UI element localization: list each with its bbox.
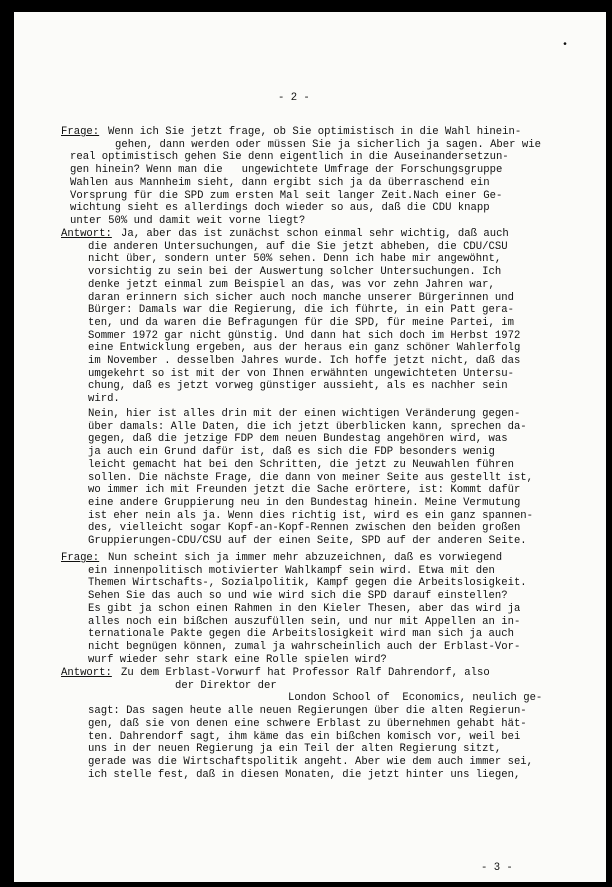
page-number-top: - 2 - <box>278 92 310 104</box>
speaker-label: Antwort: <box>61 667 112 679</box>
text-line: leicht gemacht hat bei den Schritten, die jetzt zu Neuwahlen führen <box>88 458 514 471</box>
text-line: ein innenpolitisch motivierter Wahlkampf sein wird. Etwa mit den <box>88 564 495 577</box>
text-line: der Direktor der <box>175 679 277 692</box>
text-line: wurf wieder sehr stark eine Rolle spielen wird? <box>88 653 387 666</box>
text-line: ja auch ein Grund dafür ist, daß es sich die FDP besonders wenig <box>88 446 495 459</box>
text-line: alles noch ein bißchen auszufüllen sein, und nur mit Appellen an in- <box>88 615 521 628</box>
text-line: wichtung sieht es allerdings doch wieder so aus, daß die CDU knapp <box>70 202 490 215</box>
text-line: uns in der neuen Regierung ja ein Teil der alten Regierung sitzt, <box>88 743 502 756</box>
text-line: chung, daß es jetzt vorweg günstiger aussieht, als es nachher sein <box>88 380 508 393</box>
text-line: denke jetzt einmal zum Beispiel an das, was vor zehn Jahren war, <box>88 278 495 291</box>
text-line: ternationale Pakte gegen die Arbeitslosigkeit wird man sich ja auch <box>88 628 514 641</box>
speaker-label: Frage: <box>61 126 100 138</box>
text-line: ist eher nein als ja. Wenn dies richtig ist, wird es ein ganz spannen- <box>88 509 534 522</box>
text-line: London School of Economics, neulich ge- <box>288 692 543 705</box>
text-line: gen hinein? Wenn man die ungewichtete Umfrage der Forschungsgruppe <box>70 164 503 177</box>
text-line: Bürger: Damals war die Regierung, die ich führte, in ein Patt gera- <box>88 304 514 317</box>
text-line: Themen Wirtschafts-, Sozialpolitik, Kampf gegen die Arbeitslosigkeit. <box>88 577 527 590</box>
speaker-label: Antwort: <box>61 228 112 240</box>
text-line: ten. Dahrendorf sagt, ihm käme das ein bißchen komisch vor, weil bei <box>88 730 521 743</box>
text-line: Nein, hier ist alles drin mit der einen wichtigen Veränderung gegen- <box>88 408 521 420</box>
text-line: Vorsprung für die SPD zum ersten Mal seit langer Zeit.Nach einer Ge- <box>70 189 503 202</box>
text-line: Ja, aber das ist zunächst schon einmal sehr wichtig, daß auch <box>121 228 509 240</box>
text-line: Wenn ich Sie jetzt frage, ob Sie optimistisch in die Wahl hinein- <box>108 126 522 138</box>
text-line: eine andere Gruppierung neu in den Bundestag hinein. Meine Vermutung <box>88 496 521 509</box>
text-line: Sommer 1972 gar nicht günstig. Und dann hat sich doch im Herbst 1972 <box>88 329 521 342</box>
text-line: über damals: Alle Daten, die ich jetzt überblicken kann, sprechen da- <box>88 420 527 433</box>
corner-mark: • <box>562 40 569 51</box>
text-line: gen, daß sie von denen eine schwere Erblast zu übernehmen gehabt hät- <box>88 717 527 730</box>
text-line: Wahlen aus Mannheim sieht, dann ergibt sich ja da überraschend ein <box>70 176 490 189</box>
text-line: sollen. Die nächste Frage, die dann von meiner Seite aus gestellt ist, <box>88 471 534 484</box>
text-line: sagt: Das sagen heute alle neuen Regierungen über die alten Regierun- <box>88 705 527 718</box>
text-line: ich stelle fest, daß in diesen Monaten, die jetzt hinter uns liegen, <box>88 768 521 781</box>
text-line: Zu dem Erblast-Vorwurf hat Professor Ralf Dahrendorf, also <box>121 667 490 679</box>
text-line: eine Entwicklung ergeben, aus der heraus ein ganz schöner Wahlerfolg <box>88 342 521 355</box>
text-line: nicht begnügen können, zumal ja wahrscheinlich auch der Erblast-Vor- <box>88 640 521 653</box>
text-line: im November . desselben Jahres wurde. Ich hoffe jetzt nicht, daß das <box>88 355 521 367</box>
text-line: Sehen Sie das auch so und wie wird sich die SPD darauf einstellen? <box>88 590 508 603</box>
text-line: real optimistisch gehen Sie denn eigentlich in die Auseinandersetzun- <box>70 151 509 164</box>
text-line: ten, und da waren die Befragungen für die SPD, für meine Partei, im <box>88 316 514 329</box>
text-line: wird. <box>88 393 120 406</box>
text-line: umgekehrt so ist mit der von Ihnen erwähnten ungewichteten Untersu- <box>88 367 514 380</box>
text-line: des, vielleicht sogar Kopf-an-Kopf-Rennen zwischen den beiden großen <box>88 522 521 535</box>
text-line: unter 50% und damit weit vorne liegt? <box>70 214 306 227</box>
text-line: nicht über, sondern unter 50% sehen. Denn ich habe mir angewöhnt, <box>88 253 502 266</box>
text-line: Gruppierungen-CDU/CSU auf der einen Seite, SPD auf der anderen Seite. <box>88 535 527 547</box>
text-line: wo immer ich mit Freunden jetzt die Sache erörtere, ist: Kommt dafür <box>88 484 521 497</box>
text-line: Es gibt ja schon einen Rahmen in den Kieler Thesen, aber das wird ja <box>88 602 521 615</box>
text-line: vorsichtig zu sein bei der Auswertung solcher Untersuchungen. Ich <box>88 266 502 279</box>
text-line: gerade was die Wirtschaftspolitik angeht. Aber wie dem auch immer sei, <box>88 755 534 768</box>
text-line: gegen, daß die jetzige FDP dem neuen Bundestag angehören wird, was <box>88 433 508 446</box>
typewritten-page <box>14 12 606 882</box>
speaker-label: Frage: <box>61 552 100 564</box>
text-line: die anderen Untersuchungen, auf die Sie jetzt abheben, die CDU/CSU <box>88 240 508 253</box>
page-number-bottom: - 3 - <box>481 862 513 874</box>
text-line: Nun scheint sich ja immer mehr abzuzeichnen, daß es vorwiegend <box>108 552 503 564</box>
text-line: gehen, dann werden oder müssen Sie ja sicherlich ja sagen. Aber wie <box>115 138 541 151</box>
text-line: daran erinnern sich sicher auch noch manche unserer Bürgerinnen und <box>88 291 514 304</box>
